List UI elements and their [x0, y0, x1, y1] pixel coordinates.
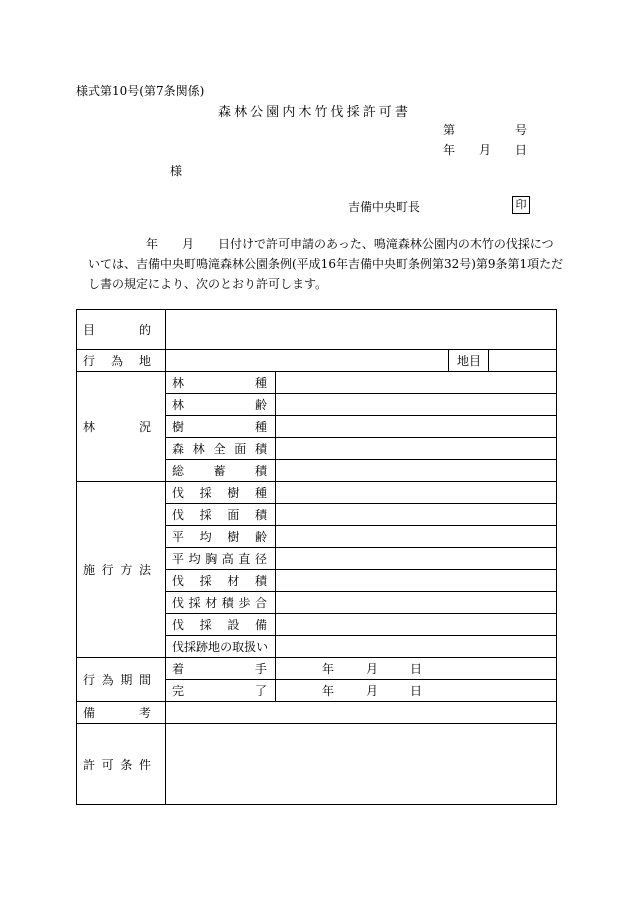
- land-category-value: [489, 350, 557, 372]
- method-item: 伐 採 跡 地 の 取 扱 い: [172, 640, 269, 654]
- body-line-3: し書の規定により、次のとおり許可します。: [88, 277, 328, 291]
- body-line-2: いては、吉備中央町鳴滝森林公園条例(平成16年吉備中央町条例第32号)第9条第1項ただ: [88, 257, 564, 271]
- forest-item: 樹 種: [172, 420, 267, 434]
- issuer: 吉備中央町長: [348, 200, 421, 214]
- forest-item: 総 蓄 積: [172, 464, 267, 478]
- method-item: 平 均 胸 高 直 径: [172, 552, 267, 566]
- method-item: 伐 採 材 積 歩 合: [172, 596, 267, 610]
- period-end-year: 年: [322, 684, 335, 698]
- seal-box: 印: [512, 196, 530, 214]
- site-label: 行 為 地: [83, 354, 151, 368]
- date-month: 月: [479, 143, 492, 157]
- remarks-label: 備 考: [83, 706, 151, 720]
- period-start-day: 日: [410, 662, 423, 676]
- method-label: 施 行 方 法: [83, 563, 151, 577]
- forest-item: 林 種: [172, 376, 267, 390]
- conditions-value: [166, 724, 557, 805]
- permit-table: [76, 309, 557, 805]
- date-year: 年: [443, 143, 456, 157]
- forest-condition-label: 林 況: [83, 420, 151, 434]
- remarks-value: [166, 702, 557, 724]
- document-title: 森 林 公 園 内 木 竹 伐 採 許 可 書: [218, 105, 408, 120]
- body-line-1: 年 月 日付けで許可申請のあった、鳴滝森林公園内の木竹の伐採につ: [146, 237, 554, 251]
- period-start-label: 着 手: [172, 662, 267, 676]
- period-end-month: 月: [366, 684, 379, 698]
- method-item: 伐 採 設 備: [172, 618, 267, 632]
- method-item: 伐 採 樹 種: [172, 486, 267, 500]
- date-day: 日: [515, 143, 528, 157]
- row-purpose: [77, 310, 557, 350]
- method-item: 伐 採 材 積: [172, 574, 267, 588]
- purpose-value: [166, 310, 557, 350]
- form-number: 様式第10号(第7条関係): [76, 84, 205, 98]
- period-end-date: [276, 680, 557, 702]
- method-item: 伐 採 面 積: [172, 508, 267, 522]
- purpose-label: 目 的: [83, 323, 151, 337]
- land-category-label: 地 目: [457, 354, 482, 368]
- site-value: [166, 350, 449, 372]
- period-start-date: [276, 658, 557, 680]
- number-dai: 第: [443, 123, 456, 137]
- period-end-label: 完 了: [172, 684, 267, 698]
- period-start-month: 月: [366, 662, 379, 676]
- purpose-label-cell: [77, 310, 166, 350]
- row-site: [77, 350, 557, 372]
- number-go: 号: [515, 123, 528, 137]
- period-start-year: 年: [322, 662, 335, 676]
- conditions-label: 許 可 条 件: [83, 757, 151, 772]
- addressee-suffix: 様: [170, 164, 183, 178]
- forest-item: 林 齢: [172, 398, 267, 412]
- period-end-day: 日: [410, 684, 423, 698]
- forest-item: 森 林 全 面 積: [172, 442, 267, 456]
- method-item: 平 均 樹 齢: [172, 530, 267, 544]
- period-label: 行 為 期 間: [83, 673, 151, 687]
